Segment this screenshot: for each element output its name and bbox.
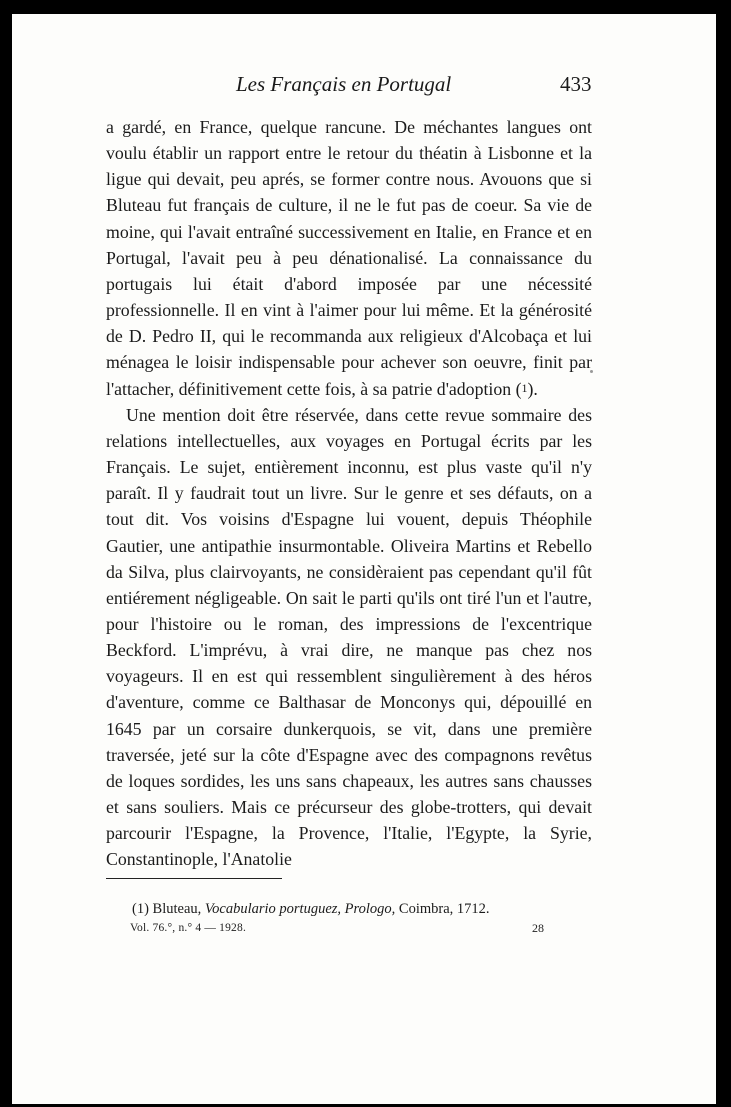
paragraph-2: Une mention doit être réservée, dans cette revue sommaire des relations intellectuelles, aux voyages en Portugal écrits par les Français. Le sujet, entièrement inconnu, est plus vaste qu'il n'y paraît. Il y faudrait tout un livre. Sur le genre et ses défauts, on a tout dit. Vos voisins d'Espagne lui vouent, depuis Théophile Gautier, une antipathie insurmontable. Oliveira Martins et Rebello da Silva, plus clairvoyants, ne considèraient pas cependant qu'il fût entiérement négligeable. On sait le parti qu'ils ont tiré l'un et l'autre, pour l'histoire ou le roman, des impressions de l'excentrique Beckford. L'imprévu, à vrai dire, ne manque pas chez nos voyageurs. Il en est qui ressemblent singulièrement à des héros d'aventure, comme ce Balthasar de Monconys qui, dépouillé en 1645 par un corsaire dunkerquois, se vit, dans une première traversée, jeté sur la côte d'Espagne avec des compagnons revêtus de loques sordides, les uns sans chapeaux, les autres sans chausses et sans souliers. Mais ce précurseur des globe-trotters, qui devait parcourir l'Espagne, la Provence, l'Italie, l'Egypte, la Syrie, Constantinople, l'Anatolie (106, 404, 592, 870)
body-text (106, 114, 592, 873)
paragraph-1-end: ). (527, 378, 538, 399)
footnote (132, 901, 490, 918)
volume-line: Vol. 76.°, n.° 4 — 1928. (130, 922, 247, 934)
footnote-title: Vocabulario portuguez, (204, 901, 342, 917)
running-title: Les Français en Portugal (236, 72, 452, 96)
paragraph-1 (106, 114, 592, 402)
footnote-rule (106, 878, 282, 879)
book-page (12, 14, 716, 1104)
footnote-marker: (1) (132, 901, 149, 917)
footnote-author: Bluteau, (152, 901, 202, 917)
signature-mark: 28 (532, 921, 544, 935)
footnote-reference: 1 (521, 380, 528, 395)
footnote-section: Prologo, (344, 901, 396, 917)
running-header (12, 72, 716, 106)
footnote-rest: Coimbra, 1712. (398, 901, 490, 917)
page-number: 433 (560, 72, 592, 96)
paragraph-1-text: a gardé, en France, quelque rancune. De méchantes langues ont voulu établir un rapport entre le retour du théatin à Lisbonne et la ligue qui devait, peu aprés, se former contre nous. Avouons que si Bluteau fut français de culture, il ne le fut pas de coeur. Sa vie de moine, qui l'avait entraîné successivement en Italie, en France et en Portugal, l'avait peu à peu dénationalisé. La connaissance du portugais lui était d'abord imposée par une nécessité professionnelle. Il en vint à l'aimer pour lui même. Et la générosité de D. Pedro II, qui le recommanda aux religieux d'Alcobaça et lui ménagea le loisir indispensable pour achever son oeuvre, finit par l'attacher, définitivement cette fois, à sa patrie d'adoption ( (106, 117, 592, 399)
